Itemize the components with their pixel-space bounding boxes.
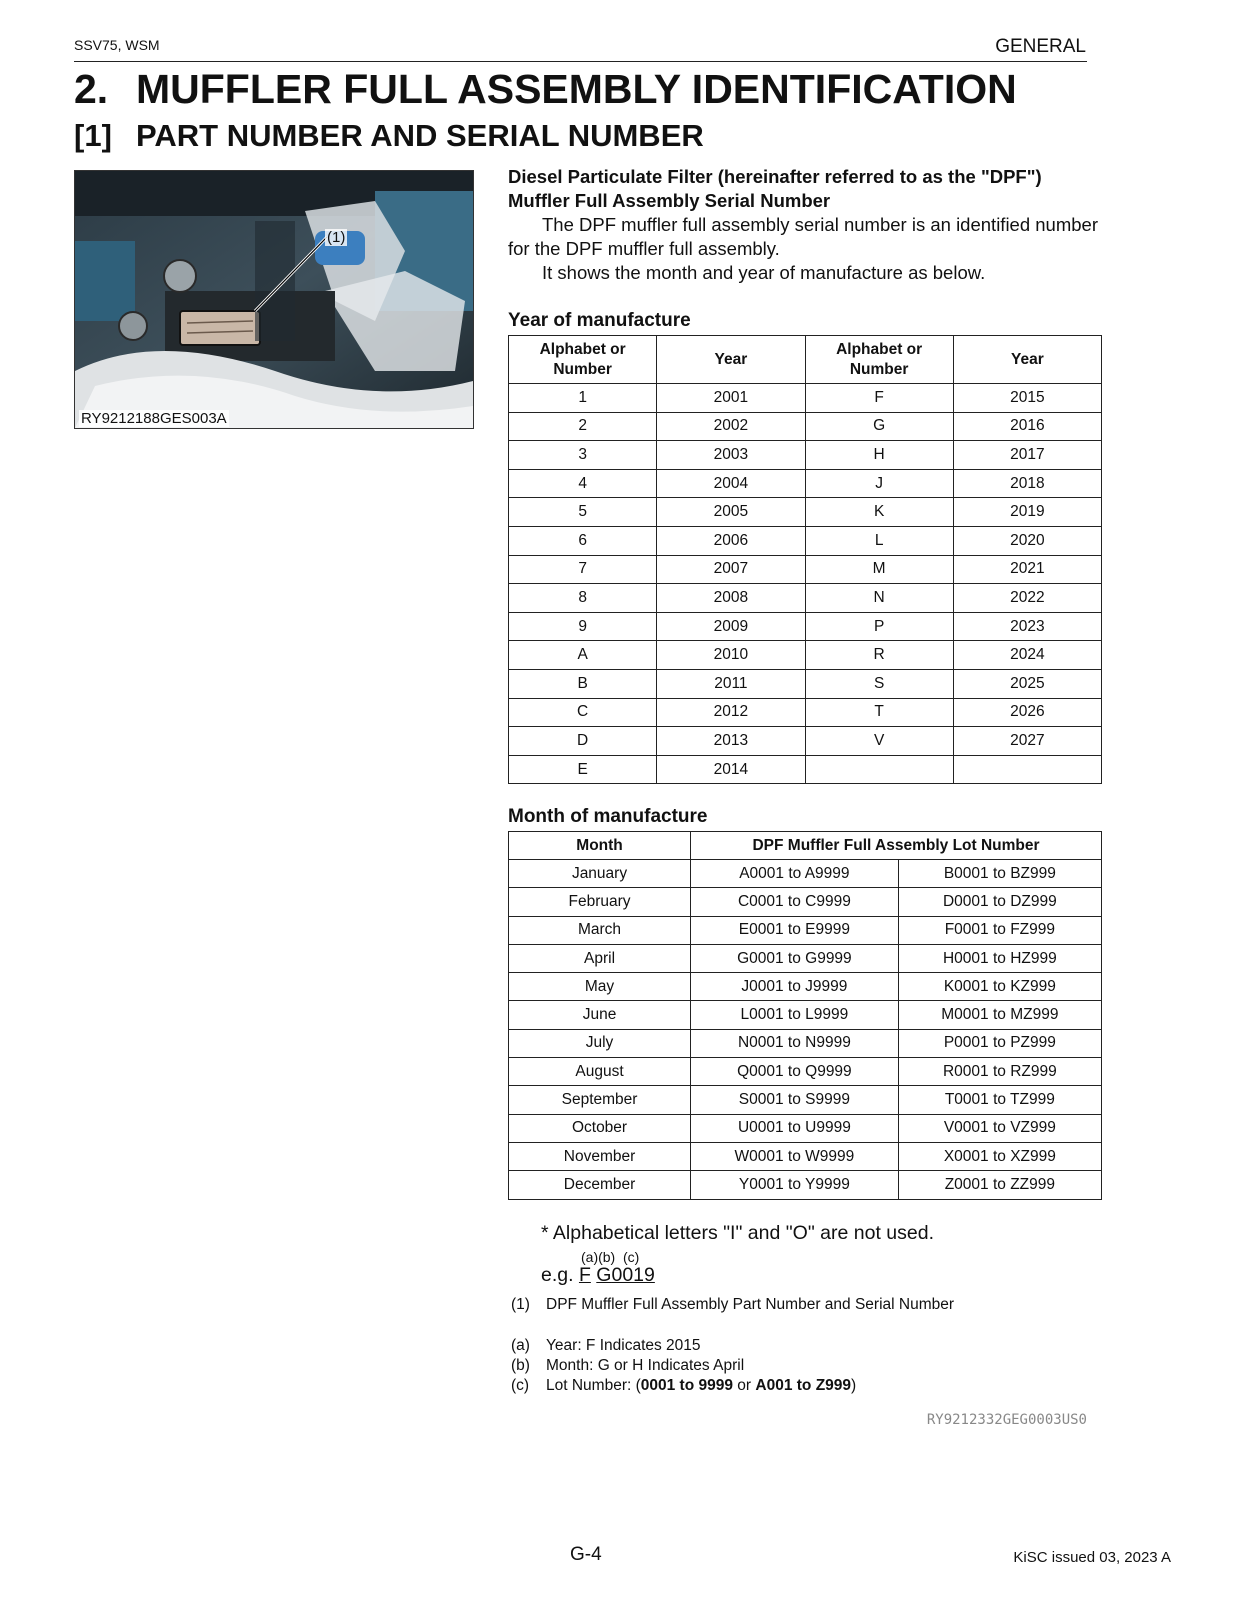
month-table-row [509, 1058, 1102, 1086]
table-cell: 2022 [953, 584, 1101, 613]
table-cell: R0001 to RZ999 [898, 1058, 1101, 1086]
table-cell: 2004 [657, 469, 805, 498]
table-cell: V0001 to VZ999 [898, 1114, 1101, 1142]
header-section: GENERAL [995, 36, 1086, 57]
table-cell: 2008 [657, 584, 805, 613]
year-table-row [509, 384, 1102, 413]
table-cell: September [509, 1086, 691, 1114]
table-cell: G0001 to G9999 [691, 944, 899, 972]
table-cell: D [509, 727, 657, 756]
month-table-row [509, 1114, 1102, 1142]
table-cell: 2013 [657, 727, 805, 756]
table-cell: T [805, 698, 953, 727]
example-prefix: e.g. [541, 1264, 579, 1286]
table-cell: L [805, 526, 953, 555]
month-table [508, 831, 1102, 1200]
legend-item-b [511, 1357, 744, 1375]
month-table-row [509, 1086, 1102, 1114]
table-cell: M0001 to MZ999 [898, 1001, 1101, 1029]
table-cell: E0001 to E9999 [691, 916, 899, 944]
table-cell: 2024 [953, 641, 1101, 670]
year-table [508, 335, 1102, 784]
header-rule [74, 61, 1087, 62]
table-cell: S [805, 669, 953, 698]
table-cell: 2002 [657, 412, 805, 441]
page-number: G-4 [570, 1544, 602, 1565]
intro-text [508, 165, 1098, 285]
month-table-header: Month [509, 832, 691, 860]
table-cell: December [509, 1171, 691, 1199]
legend-text: DPF Muffler Full Assembly Part Number and Serial Number [546, 1296, 955, 1313]
table-cell: 2001 [657, 384, 805, 413]
table-cell: 2003 [657, 441, 805, 470]
year-table-header: Year [657, 336, 805, 384]
section-title [74, 118, 704, 154]
table-cell: G [805, 412, 953, 441]
table-cell: H [805, 441, 953, 470]
unused-letters-note: * Alphabetical letters "I" and "O" are not used. [541, 1222, 934, 1244]
year-table-row [509, 755, 1102, 784]
month-table-row [509, 944, 1102, 972]
intro-paragraph-2: It shows the month and year of manufacture as below. [542, 262, 986, 283]
table-cell: 2018 [953, 469, 1101, 498]
table-cell: A [509, 641, 657, 670]
legend-item-a [511, 1337, 701, 1355]
table-cell: U0001 to U9999 [691, 1114, 899, 1142]
month-table-body [509, 860, 1102, 1200]
legend-text: Month: G or H Indicates April [546, 1357, 745, 1374]
table-cell: March [509, 916, 691, 944]
year-table-row [509, 526, 1102, 555]
table-cell: J0001 to J9999 [691, 973, 899, 1001]
table-cell: H0001 to HZ999 [898, 944, 1101, 972]
serial-example [541, 1264, 655, 1287]
table-cell: February [509, 888, 691, 916]
legend-item-1 [511, 1296, 954, 1314]
legend-text: ) [851, 1377, 857, 1394]
table-cell: D0001 to DZ999 [898, 888, 1101, 916]
table-cell: F0001 to FZ999 [898, 916, 1101, 944]
year-table-header: Year [953, 336, 1101, 384]
table-cell: 2027 [953, 727, 1101, 756]
table-cell: 2006 [657, 526, 805, 555]
table-cell: X0001 to XZ999 [898, 1142, 1101, 1170]
table-cell: N [805, 584, 953, 613]
table-cell: 2025 [953, 669, 1101, 698]
year-table-row [509, 555, 1102, 584]
table-cell: S0001 to S9999 [691, 1086, 899, 1114]
legend-key: (1) [511, 1296, 530, 1313]
year-table-header: Alphabet or Number [805, 336, 953, 384]
photo-code: RY9212188GES003A [81, 410, 227, 427]
legend-key: (b) [511, 1357, 530, 1374]
table-cell: T0001 to TZ999 [898, 1086, 1101, 1114]
month-table-row [509, 888, 1102, 916]
month-table-row [509, 860, 1102, 888]
example-marks: (a)(b) (c) [581, 1249, 640, 1265]
month-table-row [509, 1001, 1102, 1029]
table-cell: 2020 [953, 526, 1101, 555]
month-table-row [509, 1142, 1102, 1170]
month-table-header-row [509, 832, 1102, 860]
year-table-row [509, 612, 1102, 641]
month-table-row [509, 973, 1102, 1001]
table-cell: Z0001 to ZZ999 [898, 1171, 1101, 1199]
table-cell: 4 [509, 469, 657, 498]
legend-text: or [732, 1377, 756, 1394]
month-table-row [509, 916, 1102, 944]
year-table-row [509, 441, 1102, 470]
table-cell: 6 [509, 526, 657, 555]
table-cell: C [509, 698, 657, 727]
intro-heading-line2: Muffler Full Assembly Serial Number [508, 190, 831, 211]
year-table-row [509, 498, 1102, 527]
table-cell: July [509, 1029, 691, 1057]
table-cell: P0001 to PZ999 [898, 1029, 1101, 1057]
year-table-title: Year of manufacture [508, 310, 691, 331]
table-cell: F [805, 384, 953, 413]
intro-heading-line1: Diesel Particulate Filter (hereinafter referred to as the "DPF") [508, 166, 1042, 187]
table-cell: 2007 [657, 555, 805, 584]
table-cell: 2009 [657, 612, 805, 641]
year-table-row [509, 669, 1102, 698]
table-cell: Y0001 to Y9999 [691, 1171, 899, 1199]
legend-key: (c) [511, 1377, 530, 1394]
lot-range-alpha: A001 to Z999 [755, 1377, 852, 1394]
table-cell: N0001 to N9999 [691, 1029, 899, 1057]
year-table-row [509, 727, 1102, 756]
table-cell: P [805, 612, 953, 641]
example-month: G [596, 1264, 612, 1286]
legend-text: Lot Number: ( [546, 1377, 641, 1394]
table-cell: 2012 [657, 698, 805, 727]
month-table-title: Month of manufacture [508, 806, 708, 827]
table-cell: November [509, 1142, 691, 1170]
table-cell: October [509, 1114, 691, 1142]
table-cell: August [509, 1058, 691, 1086]
muffler-photo [74, 170, 474, 429]
table-cell: 2019 [953, 498, 1101, 527]
table-cell: 2017 [953, 441, 1101, 470]
table-cell: C0001 to C9999 [691, 888, 899, 916]
year-table-header: Alphabet or Number [509, 336, 657, 384]
table-cell: 3 [509, 441, 657, 470]
year-table-body [509, 384, 1102, 784]
table-cell: 2015 [953, 384, 1101, 413]
issue-info: KiSC issued 03, 2023 A [1013, 1549, 1171, 1566]
table-cell: Q0001 to Q9999 [691, 1058, 899, 1086]
table-cell: B [509, 669, 657, 698]
table-cell: 8 [509, 584, 657, 613]
table-cell: 2010 [657, 641, 805, 670]
table-cell: K [805, 498, 953, 527]
legend-key: (a) [511, 1337, 530, 1354]
table-cell: 2011 [657, 669, 805, 698]
muffler-photo-illustration [75, 171, 473, 428]
year-table-row [509, 584, 1102, 613]
page-title [74, 66, 1017, 113]
legend-item-c [511, 1377, 856, 1395]
table-cell: April [509, 944, 691, 972]
year-table-row [509, 641, 1102, 670]
month-table-row [509, 1171, 1102, 1199]
month-table-row [509, 1029, 1102, 1057]
intro-paragraph-1: The DPF muffler full assembly serial number is an identified number for the DPF muffler full assembly. [508, 214, 1098, 259]
table-cell: 1 [509, 384, 657, 413]
table-cell: 2014 [657, 755, 805, 784]
legend-text: Year: F Indicates 2015 [546, 1337, 701, 1354]
year-table-row [509, 412, 1102, 441]
table-cell: May [509, 973, 691, 1001]
table-cell: E [509, 755, 657, 784]
section-text: PART NUMBER AND SERIAL NUMBER [136, 118, 704, 153]
table-cell: 2026 [953, 698, 1101, 727]
reference-code: RY9212332GEG0003US0 [926, 1412, 1087, 1428]
table-cell [805, 755, 953, 784]
table-cell: M [805, 555, 953, 584]
table-cell: B0001 to BZ999 [898, 860, 1101, 888]
table-cell: 2023 [953, 612, 1101, 641]
table-cell: 2016 [953, 412, 1101, 441]
table-cell: 7 [509, 555, 657, 584]
table-cell: 9 [509, 612, 657, 641]
section-number: [1] [74, 118, 112, 153]
table-cell: L0001 to L9999 [691, 1001, 899, 1029]
example-lot: 0019 [611, 1264, 655, 1286]
table-cell: 2 [509, 412, 657, 441]
table-cell: J [805, 469, 953, 498]
year-table-header-row [509, 336, 1102, 384]
table-cell: A0001 to A9999 [691, 860, 899, 888]
year-table-row [509, 698, 1102, 727]
table-cell: W0001 to W9999 [691, 1142, 899, 1170]
example-year: F [578, 1264, 591, 1286]
table-cell: January [509, 860, 691, 888]
table-cell: R [805, 641, 953, 670]
lot-range-numeric: 0001 to 9999 [640, 1377, 733, 1394]
table-cell: 5 [509, 498, 657, 527]
table-cell: 2005 [657, 498, 805, 527]
table-cell: K0001 to KZ999 [898, 973, 1101, 1001]
year-table-row [509, 469, 1102, 498]
header-model: SSV75, WSM [74, 37, 160, 53]
table-cell: June [509, 1001, 691, 1029]
photo-callout: (1) [327, 229, 346, 246]
title-text: MUFFLER FULL ASSEMBLY IDENTIFICATION [136, 66, 1017, 112]
table-cell: V [805, 727, 953, 756]
title-number: 2. [74, 66, 109, 112]
month-table-header: DPF Muffler Full Assembly Lot Number [691, 832, 1102, 860]
table-cell: 2021 [953, 555, 1101, 584]
table-cell [953, 755, 1101, 784]
